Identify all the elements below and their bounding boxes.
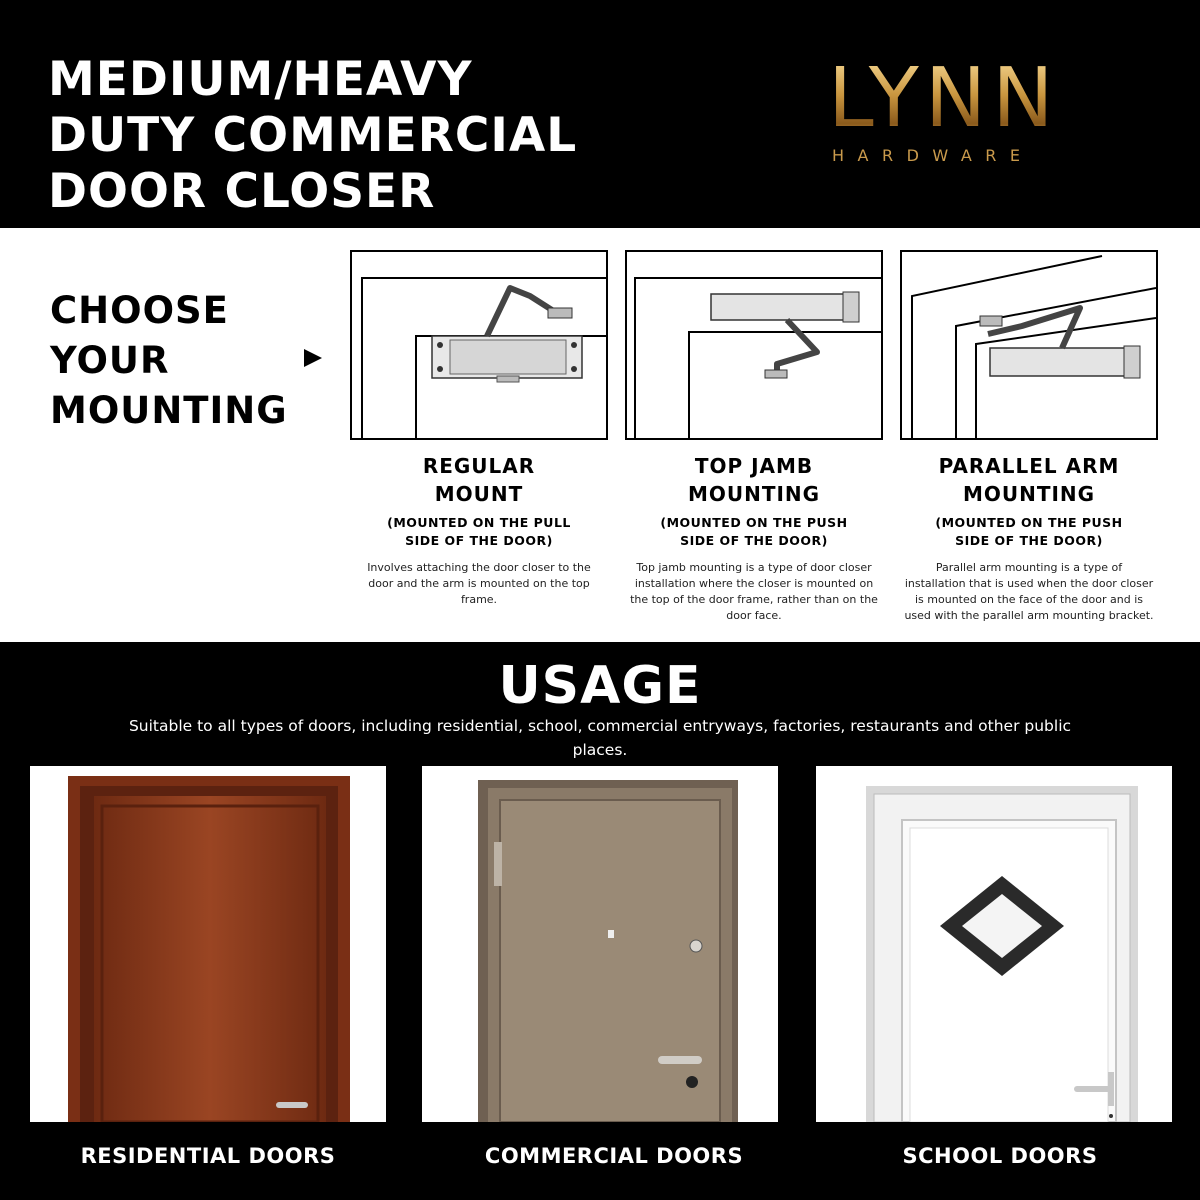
usage-description: Suitable to all types of doors, including residential, school, commercial entryways, factories, restaurants and other public places. (128, 717, 1072, 759)
commercial-door-drawing (422, 766, 778, 1122)
mount-subtitle-line: (MOUNTED ON THE PULL (387, 515, 571, 530)
brand-subtitle: HARDWARE (832, 146, 1034, 165)
mounting-heading-line-3: MOUNTING (50, 389, 288, 432)
brand-name: LYNN (828, 51, 1060, 146)
mount-subtitle-line: (MOUNTED ON THE PUSH (660, 515, 848, 530)
mount-subtitle (625, 514, 883, 550)
mount-title (350, 452, 608, 508)
top-jamb-illustration (625, 250, 883, 440)
mounting-heading-line-2: YOUR (50, 339, 170, 382)
residential-door-image (30, 766, 386, 1122)
school-door-drawing (816, 766, 1172, 1122)
parallel-arm-drawing (902, 252, 1156, 438)
top-jamb-drawing (627, 252, 881, 438)
mount-subtitle-line: SIDE OF THE DOOR) (955, 533, 1103, 548)
mount-subtitle-line: (MOUNTED ON THE PUSH (935, 515, 1123, 530)
page-title (48, 52, 748, 220)
mount-title-line: MOUNTING (962, 482, 1096, 506)
usage-title: USAGE (498, 656, 702, 716)
title-line-2: DUTY COMMERCIAL (48, 108, 578, 163)
mount-title-line: MOUNT (434, 482, 524, 506)
mount-option-top-jamb (625, 250, 883, 624)
school-doors-label: SCHOOL DOORS (902, 1144, 1098, 1168)
mount-description: Top jamb mounting is a type of door closer installation where the closer is mounted on the top of the door frame, rather than on the door face. (630, 561, 878, 622)
title-line-1: MEDIUM/HEAVY (48, 52, 473, 107)
mount-title (625, 452, 883, 508)
residential-door-drawing (30, 766, 386, 1122)
mount-subtitle (350, 514, 608, 550)
regular-mount-illustration (350, 250, 608, 440)
mount-subtitle-line: SIDE OF THE DOOR) (405, 533, 553, 548)
mount-option-regular (350, 250, 608, 608)
mount-title-line: MOUNTING (687, 482, 821, 506)
mounting-section (0, 228, 1200, 642)
mount-title-line: TOP JAMB (694, 454, 814, 478)
mounting-heading-line-1: CHOOSE (50, 289, 229, 332)
mount-title-line: PARALLEL ARM (938, 454, 1120, 478)
mount-description: Parallel arm mounting is a type of installation that is used when the door closer is mounted on the face of the door and is used with the parallel arm mounting bracket. (904, 561, 1154, 622)
parallel-arm-illustration (900, 250, 1158, 440)
mount-title (900, 452, 1158, 508)
regular-mount-drawing (352, 252, 606, 438)
usage-section (0, 642, 1200, 1200)
triangle-right-icon (300, 346, 324, 370)
mount-description: Involves attaching the door closer to the door and the arm is mounted on the top frame. (367, 561, 591, 606)
title-line-3: DOOR CLOSER (48, 164, 436, 219)
mount-subtitle (900, 514, 1158, 550)
mount-subtitle-line: SIDE OF THE DOOR) (680, 533, 828, 548)
commercial-door-image (422, 766, 778, 1122)
brand-logo (828, 51, 1138, 168)
residential-doors-label: RESIDENTIAL DOORS (80, 1144, 336, 1168)
mounting-heading (50, 286, 310, 436)
header-banner (0, 0, 1200, 228)
commercial-doors-label: COMMERCIAL DOORS (484, 1144, 744, 1168)
mount-title-line: REGULAR (422, 454, 536, 478)
school-door-image (816, 766, 1172, 1122)
mount-option-parallel-arm (900, 250, 1158, 624)
